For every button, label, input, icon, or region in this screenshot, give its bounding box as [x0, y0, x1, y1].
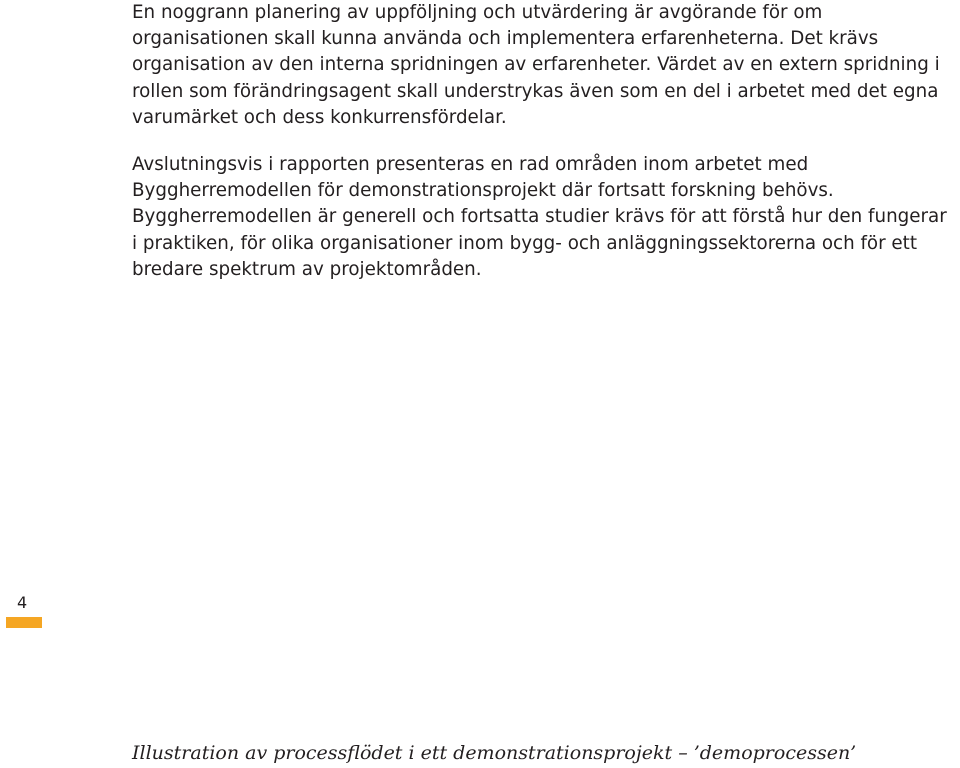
page-marker-bar [6, 617, 42, 628]
body-paragraph-2: Avslutningsvis i rapporten presenteras en rad områden inom arbetet med Byggherremodellen för demonstrationsprojekt där fortsatt forskning behövs. Byggherremodellen är generell och fortsatta studier krävs för att förstå hur den fungerar i praktiken, för olika organisationer inom bygg- och anläggningssektorerna och för ett bredare spektrum av projektområden. [132, 154, 947, 280]
footer-title: Illustration av processflödet i ett demonstrationsprojekt – ’demoprocessen’ [132, 742, 857, 764]
page-number: 4 [17, 593, 28, 612]
body-paragraph-1: En noggrann planering av uppföljning och utvärdering är avgörande för om organisationen skall kunna använda och implementera erfarenheterna. Det krävs organisation av den interna spridningen av erfarenheter. Värdet av en extern spridning i rollen som förändringsagent skall understrykas även som en del i arbetet med det egna varumärket och dess konkurrensfördelar. [132, 2, 940, 128]
